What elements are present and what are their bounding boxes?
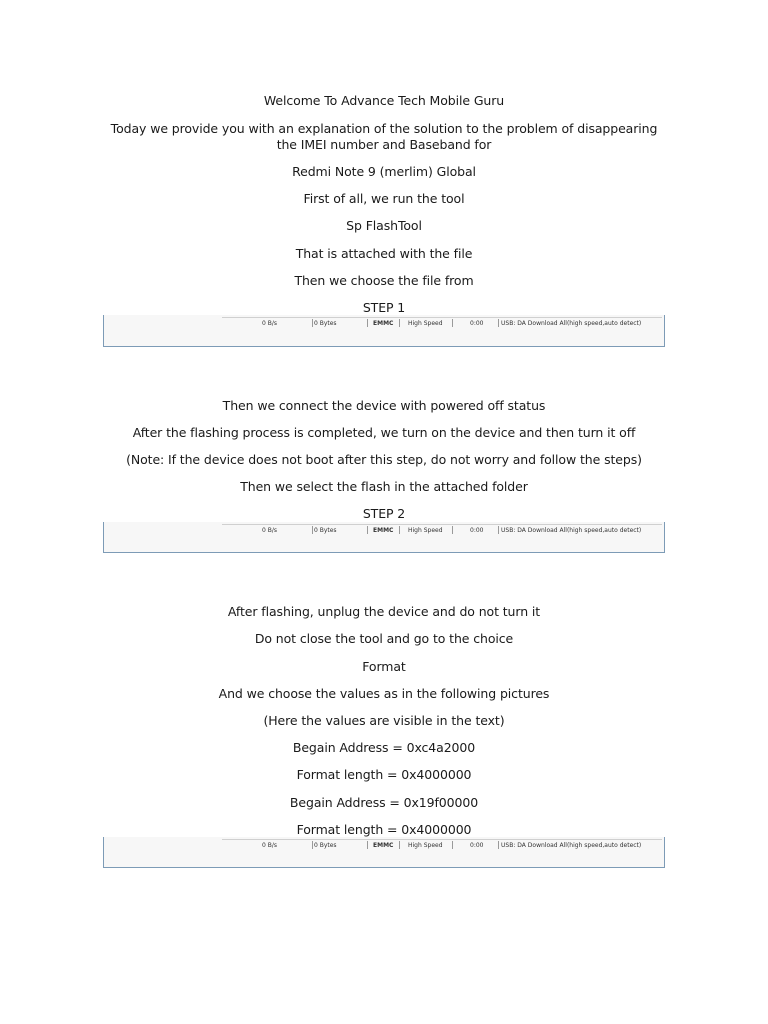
status-storage: EMMC — [373, 320, 394, 327]
status-bar — [222, 317, 662, 328]
begin-address-2: Begain Address = 0x19f00000 — [289, 795, 479, 810]
format-label: Format — [362, 659, 406, 674]
flashtool-status-screenshot-1 — [103, 315, 665, 347]
status-speed: 0 B/s — [262, 842, 277, 849]
status-bytes: 0 Bytes — [314, 320, 337, 327]
instruction-line: Then we connect the device with powered off status — [222, 398, 546, 413]
status-bytes: 0 Bytes — [314, 527, 337, 534]
welcome-heading: Welcome To Advance Tech Mobile Guru — [263, 93, 505, 108]
instruction-line: First of all, we run the tool — [303, 191, 465, 206]
step-1-label: STEP 1 — [362, 300, 406, 315]
instruction-line: (Here the values are visible in the text) — [263, 713, 505, 728]
device-model-line: Redmi Note 9 (merlim) Global — [292, 164, 476, 179]
status-storage: EMMC — [373, 842, 394, 849]
format-length-1: Format length = 0x4000000 — [296, 767, 472, 782]
status-bar — [222, 839, 662, 850]
instruction-line: Then we choose the file from — [294, 273, 474, 288]
instruction-line: That is attached with the file — [295, 246, 473, 261]
status-usb: USB: DA Download All(high speed,auto detect) — [501, 842, 642, 849]
status-time: 0:00 — [470, 320, 484, 327]
note-line: (Note: If the device does not boot after this step, do not worry and follow the steps) — [126, 452, 642, 467]
status-speed: 0 B/s — [262, 320, 277, 327]
status-storage: EMMC — [373, 527, 394, 534]
instruction-line: After flashing, unplug the device and do not turn it — [227, 604, 541, 619]
tool-name-line: Sp FlashTool — [346, 218, 422, 233]
begin-address-1: Begain Address = 0xc4a2000 — [292, 740, 476, 755]
status-time: 0:00 — [470, 527, 484, 534]
status-time: 0:00 — [470, 842, 484, 849]
flashtool-status-screenshot-3 — [103, 837, 665, 868]
status-speed: 0 B/s — [262, 527, 277, 534]
status-mode: High Speed — [408, 527, 443, 534]
status-mode: High Speed — [408, 320, 443, 327]
instruction-line: After the flashing process is completed, we turn on the device and then turn it off — [132, 425, 636, 440]
instruction-line: And we choose the values as in the following pictures — [218, 686, 550, 701]
instruction-line: Do not close the tool and go to the choice — [254, 631, 514, 646]
instruction-line: Then we select the flash in the attached folder — [240, 479, 528, 494]
status-bytes: 0 Bytes — [314, 842, 337, 849]
flashtool-status-screenshot-2 — [103, 522, 665, 553]
format-length-2: Format length = 0x4000000 — [296, 822, 472, 837]
status-bar — [222, 524, 662, 535]
step-2-label: STEP 2 — [362, 506, 406, 521]
status-usb: USB: DA Download All(high speed,auto detect) — [501, 320, 642, 327]
status-mode: High Speed — [408, 842, 443, 849]
status-usb: USB: DA Download All(high speed,auto detect) — [501, 527, 642, 534]
intro-paragraph: Today we provide you with an explanation of the solution to the problem of disappearing the IMEI number and Baseband for — [110, 121, 658, 152]
